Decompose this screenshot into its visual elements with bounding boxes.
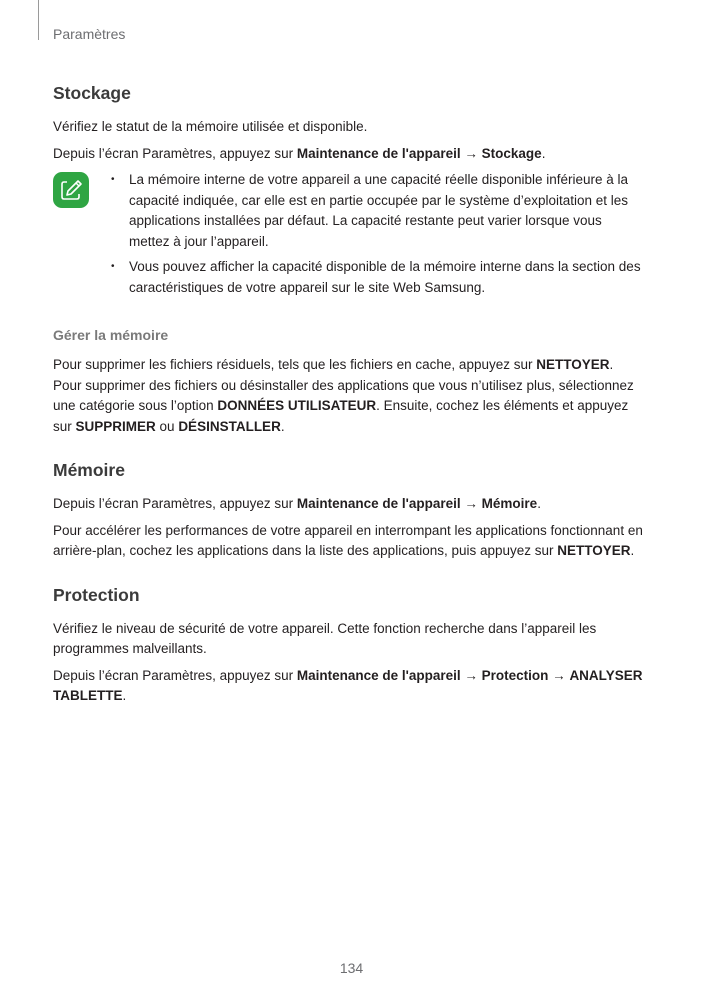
- protection-description: Vérifiez le niveau de sécurité de votre appareil. Cette fonction recherche dans l’appareil les programmes malveillants.: [53, 620, 597, 656]
- section-title-stockage: Stockage: [53, 83, 131, 103]
- page-header: Paramètres: [53, 26, 126, 42]
- note-pencil-icon: [53, 172, 89, 208]
- subsection-title-gerer: Gérer la mémoire: [53, 327, 169, 343]
- note-block: [53, 170, 645, 303]
- stockage-path: Depuis l’écran Paramètres, appuyez sur Maintenance de l'appareil → Stockage.: [53, 145, 546, 161]
- header-divider: [38, 0, 39, 40]
- memoire-description: Pour accélérer les performances de votre appareil en interrompant les applications fonctionnant en arrière-plan, cochez les applications dans la liste des applications, puis appuyez sur NETTOYER.: [53, 522, 643, 558]
- page-number: 134: [339, 960, 364, 976]
- note-item: • Vous pouvez afficher la capacité disponible de la mémoire interne dans la section des caractéristiques de votre appareil sur le site Web Samsung.: [111, 259, 641, 295]
- stockage-description: Vérifiez le statut de la mémoire utilisée et disponible.: [53, 119, 368, 134]
- protection-path: Depuis l’écran Paramètres, appuyez sur Maintenance de l'appareil → Protection → ANALYSER TABLETTE.: [53, 667, 643, 703]
- page-content: [53, 80, 645, 713]
- note-list: [107, 170, 645, 303]
- section-title-protection: Protection: [53, 584, 140, 605]
- section-title-memoire: Mémoire: [53, 460, 125, 480]
- memoire-path: Depuis l’écran Paramètres, appuyez sur Maintenance de l'appareil → Mémoire.: [53, 496, 541, 511]
- gerer-paragraph: Pour supprimer les fichiers résiduels, tels que les fichiers en cache, appuyez sur NETTOYER. Pour supprimer des fichiers ou désinstaller des applications que vous n’utilisez plus, sélectionnez une catégorie sous l’option DONNÉES UTILISATEUR. Ensuite, cochez les éléments et appuyez sur SUPPRIMER ou DÉSINSTALLER.: [53, 357, 634, 434]
- note-item: • La mémoire interne de votre appareil a une capacité réelle disponible inférieure à la capacité indiquée, car elle est en partie occupée par le système d’exploitation et les applications installées par défaut. La capacité restante peut varier lorsque vous mettez à jour l’appareil.: [111, 172, 629, 249]
